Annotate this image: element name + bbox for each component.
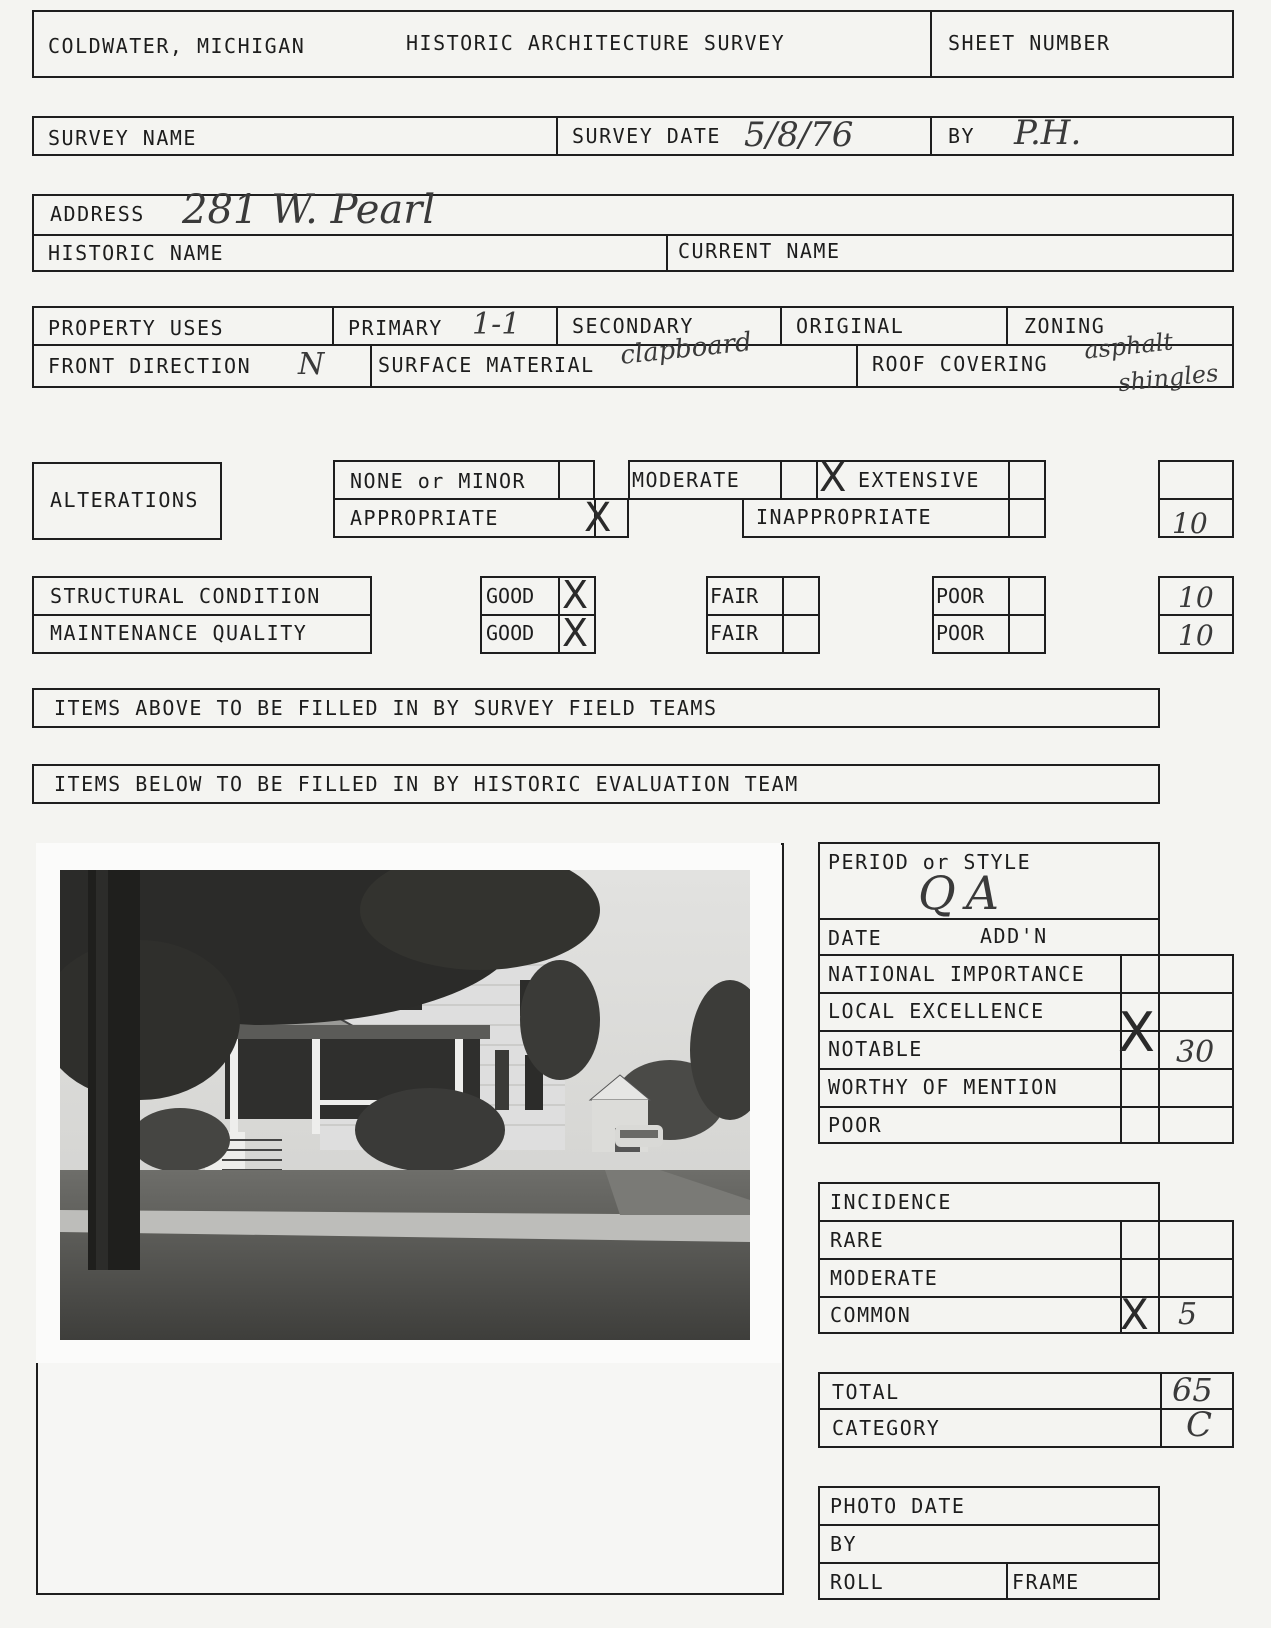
inappropriate-label: INAPPROPRIATE	[756, 505, 933, 529]
maintenance-quality-label: MAINTENANCE QUALITY	[50, 621, 308, 645]
addn-label: ADD'N	[980, 924, 1048, 948]
inappropriate-check-div	[1008, 498, 1010, 538]
inc-div-3	[818, 1296, 1234, 1298]
structural-condition-label: STRUCTURAL CONDITION	[50, 584, 321, 608]
survey-divider-1	[556, 116, 558, 156]
secondary-label: SECONDARY	[572, 314, 694, 338]
none-minor-label: NONE or MINOR	[350, 469, 527, 493]
photo-date-label: PHOTO DATE	[830, 1494, 966, 1518]
appropriate-check: X	[584, 495, 612, 541]
category-label: CATEGORY	[832, 1416, 941, 1440]
period-style-label: PERIOD or STYLE	[828, 850, 1032, 874]
none-minor-check-div	[558, 460, 560, 500]
good-label-structural: GOOD	[486, 584, 535, 608]
notable-score: 30	[1176, 1035, 1215, 1070]
field-teams-note: ITEMS ABOVE TO BE FILLED IN BY SURVEY FIELD TEAMS	[54, 696, 718, 720]
date-label: DATE	[828, 926, 883, 950]
survey-by-value: P.H.	[1014, 113, 1082, 153]
prop-div-4	[1006, 306, 1008, 346]
address-label: ADDRESS	[50, 202, 145, 226]
maintenance-score: 10	[1178, 619, 1214, 652]
common-score: 5	[1178, 1297, 1198, 1332]
roof-covering-label: ROOF COVERING	[872, 352, 1049, 376]
prop-div-5	[370, 344, 372, 388]
total-value-col	[1160, 1372, 1162, 1448]
maintenance-good-check: X	[562, 611, 589, 655]
national-importance-label: NATIONAL IMPORTANCE	[828, 962, 1086, 986]
survey-name-label: SURVEY NAME	[48, 126, 197, 150]
structural-score: 10	[1178, 581, 1214, 614]
moderate-label: MODERATE	[632, 468, 741, 492]
prop-div-6	[856, 344, 858, 388]
roof-covering-value-1: asphalt	[1082, 327, 1175, 365]
common-label: COMMON	[830, 1303, 912, 1327]
fair-label-maintenance: FAIR	[710, 621, 759, 645]
form-title: HISTORIC ARCHITECTURE SURVEY	[406, 31, 786, 55]
house-photo	[60, 870, 750, 1340]
category-value: C	[1186, 1405, 1213, 1445]
moderate-check-div-1	[780, 460, 782, 500]
condition-score-div	[1158, 614, 1234, 616]
surface-material-label: SURFACE MATERIAL	[378, 353, 595, 377]
survey-date-label: SURVEY DATE	[572, 124, 721, 148]
eval-div-5	[818, 1068, 1234, 1070]
eval-div-4	[818, 1030, 1234, 1032]
header-divider	[930, 10, 932, 78]
roof-covering-value-2: shingles	[1116, 358, 1220, 398]
frame-label: FRAME	[1012, 1570, 1080, 1594]
name-divider	[666, 234, 668, 272]
survey-divider-2	[930, 116, 932, 156]
poor-label-maintenance: POOR	[936, 621, 985, 645]
front-direction-value: N	[298, 347, 325, 382]
property-uses-label: PROPERTY USES	[48, 316, 225, 340]
moderate-check-div-2	[816, 460, 818, 500]
notable-check: X	[1118, 1001, 1155, 1064]
common-check: X	[1120, 1290, 1149, 1339]
roll-frame-div	[1006, 1562, 1008, 1600]
sheet-number-label: SHEET NUMBER	[948, 31, 1111, 55]
eval-div-3	[818, 992, 1234, 994]
condition-label-div	[32, 614, 372, 616]
extensive-label: EXTENSIVE	[858, 468, 980, 492]
structural-good-check: X	[562, 573, 589, 617]
incidence-label: INCIDENCE	[830, 1190, 952, 1214]
survey-by-label: BY	[948, 124, 976, 148]
good-check-div	[558, 576, 560, 654]
zoning-label: ZONING	[1024, 314, 1106, 338]
eval-div-2	[818, 954, 1234, 956]
primary-label: PRIMARY	[348, 316, 443, 340]
surface-material-value: clapboard	[618, 327, 754, 371]
good-label-maintenance: GOOD	[486, 621, 535, 645]
current-name-label: CURRENT NAME	[678, 239, 841, 263]
photo-info-div-2	[818, 1562, 1160, 1564]
primary-value: 1-1	[472, 307, 521, 342]
poor-label-structural: POOR	[936, 584, 985, 608]
fair-label-structural: FAIR	[710, 584, 759, 608]
evaluation-team-note: ITEMS BELOW TO BE FILLED IN BY HISTORIC EVALUATION TEAM	[54, 772, 799, 796]
photo-by-label: BY	[830, 1532, 858, 1556]
extensive-check-div	[1008, 460, 1010, 500]
appropriate-label: APPROPRIATE	[350, 506, 499, 530]
address-divider	[32, 234, 1234, 236]
inc-div-1	[818, 1220, 1234, 1222]
fair-check-div	[782, 576, 784, 654]
total-label: TOTAL	[832, 1380, 900, 1404]
prop-div-3	[780, 306, 782, 346]
alterations-label: ALTERATIONS	[50, 488, 199, 512]
incidence-moderate-label: MODERATE	[830, 1266, 939, 1290]
evaluation-poor-label: POOR	[828, 1113, 883, 1137]
front-direction-label: FRONT DIRECTION	[48, 354, 252, 378]
location-label: COLDWATER, MICHIGAN	[48, 34, 306, 58]
worthy-of-mention-label: WORTHY OF MENTION	[828, 1075, 1059, 1099]
alterations-score: 10	[1172, 507, 1208, 540]
local-excellence-label: LOCAL EXCELLENCE	[828, 999, 1045, 1023]
inc-div-2	[818, 1258, 1234, 1260]
prop-div-1	[332, 306, 334, 346]
fair-row-div	[706, 614, 820, 616]
rare-label: RARE	[830, 1228, 885, 1252]
prop-div-2	[556, 306, 558, 346]
address-value: 281 W. Pearl	[182, 187, 436, 233]
photo-info-div-1	[818, 1524, 1160, 1526]
roll-label: ROLL	[830, 1570, 885, 1594]
poor-check-div	[1008, 576, 1010, 654]
historic-name-label: HISTORIC NAME	[48, 241, 225, 265]
moderate-check: X	[819, 455, 847, 501]
period-style-value: QA	[918, 866, 1009, 920]
notable-label: NOTABLE	[828, 1037, 923, 1061]
survey-date-value: 5/8/76	[744, 115, 854, 155]
original-label: ORIGINAL	[796, 314, 905, 338]
eval-div-6	[818, 1106, 1234, 1108]
poor-row-div	[932, 614, 1046, 616]
total-value: 65	[1172, 1371, 1213, 1409]
alterations-score-div	[1158, 498, 1234, 500]
